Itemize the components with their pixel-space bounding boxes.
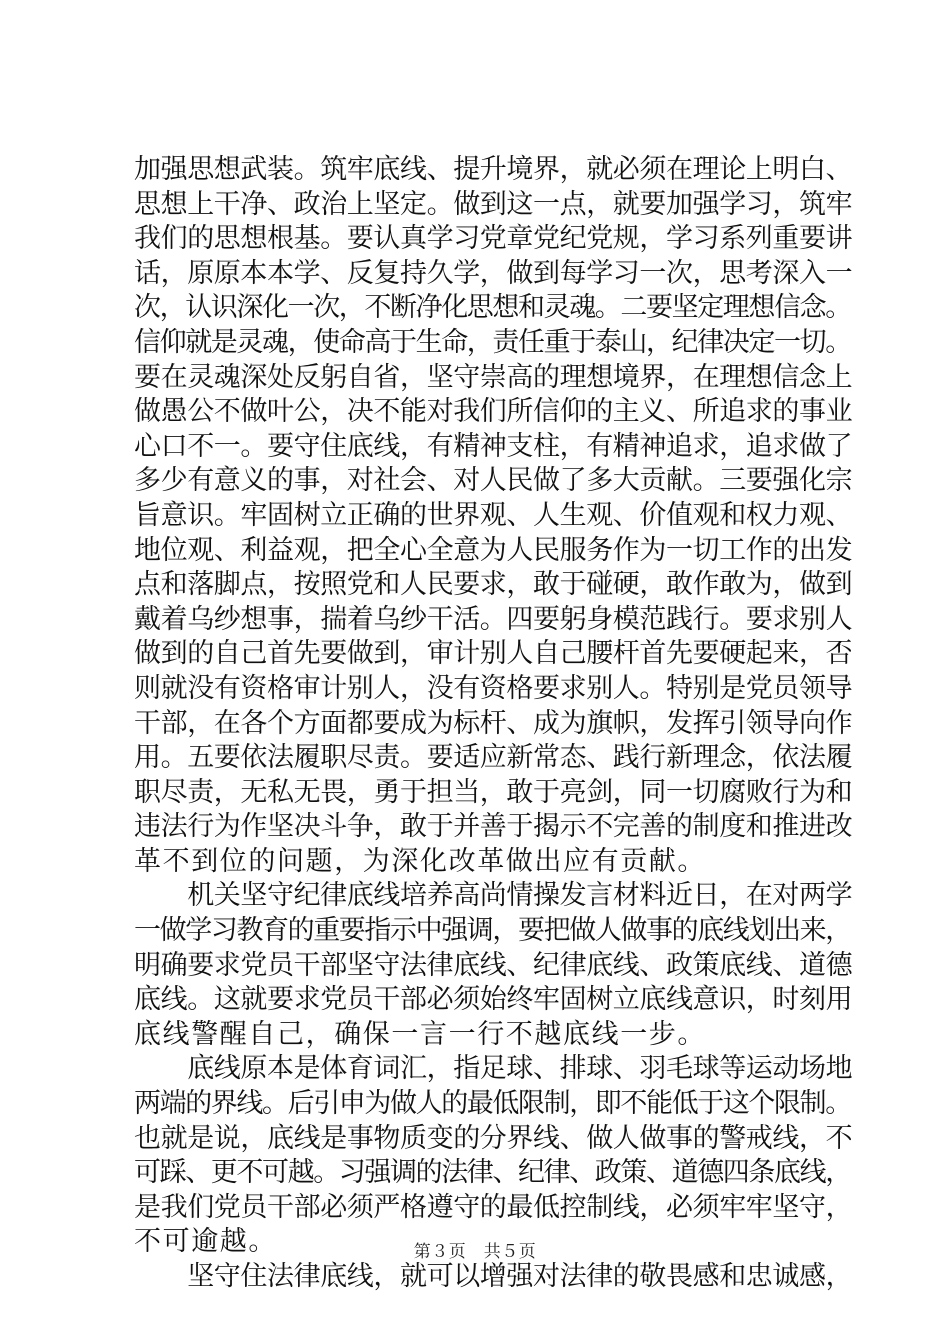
text-line: 底线。这就要求党员干部必须始终牢固树立底线意识，时刻用 [134,984,853,1016]
page-number-footer: 第３页 共５页 [413,1242,537,1262]
text-line: 职尽责，无私无畏，勇于担当，敢于亮剑，同一切腐败行为和 [134,776,853,808]
text-line: 则就没有资格审计别人，没有资格要求别人。特别是党员领导 [134,672,853,704]
text-line: 地位观、利益观，把全心全意为人民服务作为一切工作的出发 [134,534,853,566]
text-line: 明确要求党员干部坚守法律底线、纪律底线、政策底线、道德 [134,949,853,981]
text-line: 可踩、更不可越。习强调的法律、纪律、政策、道德四条底线， [134,1157,851,1189]
text-line: 加强思想武装。筑牢底线、提升境界，就必须在理论上明白、 [134,154,853,185]
text-line: 信仰就是灵魂，使命高于生命，责任重于泰山，纪律决定一切。 [134,326,851,358]
paragraph-start-line: 底线原本是体育词汇，指足球、排球、羽毛球等运动场地 [134,1053,853,1085]
text-line: 旨意识。牢固树立正确的世界观、人生观、价值观和权力观、 [134,499,853,531]
text-line: 是我们党员干部必须严格遵守的最低控制线，必须牢牢坚守， [134,1191,853,1223]
text-line: 革不到位的问题，为深化改革做出应有贡献。 [134,845,706,877]
text-line: 心口不一。要守住底线，有精神支柱，有精神追求，追求做了 [134,430,853,462]
text-line: 两端的界线。后引申为做人的最低限制，即不能低于这个限制。 [134,1088,851,1120]
text-line: 话，原原本本学、反复持久学，做到每学习一次，思考深入一 [134,257,853,289]
text-line: 多少有意义的事，对社会、对人民做了多大贡献。三要强化宗 [134,465,853,497]
text-line: 思想上干净、政治上坚定。做到这一点，就要加强学习，筑牢 [134,188,853,220]
text-line: 做愚公不做叶公，决不能对我们所信仰的主义、所追求的事业 [134,396,853,428]
text-line: 不可逾越。 [134,1226,277,1258]
text-line: 次，认识深化一次，不断净化思想和灵魂。二要坚定理想信念。 [134,292,851,324]
paragraph-start-line: 机关坚守纪律底线培养高尚情操发言材料近日，在对两学 [134,880,853,912]
text-line: 一做学习教育的重要指示中强调，要把做人做事的底线划出来， [134,915,851,947]
text-line: 我们的思想根基。要认真学习党章党纪党规，学习系列重要讲 [134,223,853,255]
text-line: 点和落脚点，按照党和人民要求，敢于碰硬，敢作敢为，做到 [134,569,853,601]
text-line: 用。五要依法履职尽责。要适应新常态、践行新理念，依法履 [134,742,853,774]
paragraph-start-line: 坚守住法律底线，就可以增强对法律的敬畏感和忠诚感， [134,1261,853,1292]
text-line: 要在灵魂深处反躬自省，坚守崇高的理想境界，在理想信念上 [134,361,853,393]
text-line: 做到的自己首先要做到，审计别人自己腰杆首先要硬起来，否 [134,638,853,670]
body-text [134,153,854,1295]
text-line: 干部，在各个方面都要成为标杆、成为旗帜，发挥引领导向作 [134,707,853,739]
text-line: 违法行为作坚决斗争，敢于并善于揭示不完善的制度和推进改 [134,811,853,843]
text-line: 戴着乌纱想事，揣着乌纱干活。四要躬身模范践行。要求别人 [134,603,853,635]
text-line: 底线警醒自己，确保一言一行不越底线一步。 [134,1018,706,1050]
text-line: 也就是说，底线是事物质变的分界线、做人做事的警戒线，不 [134,1122,853,1154]
